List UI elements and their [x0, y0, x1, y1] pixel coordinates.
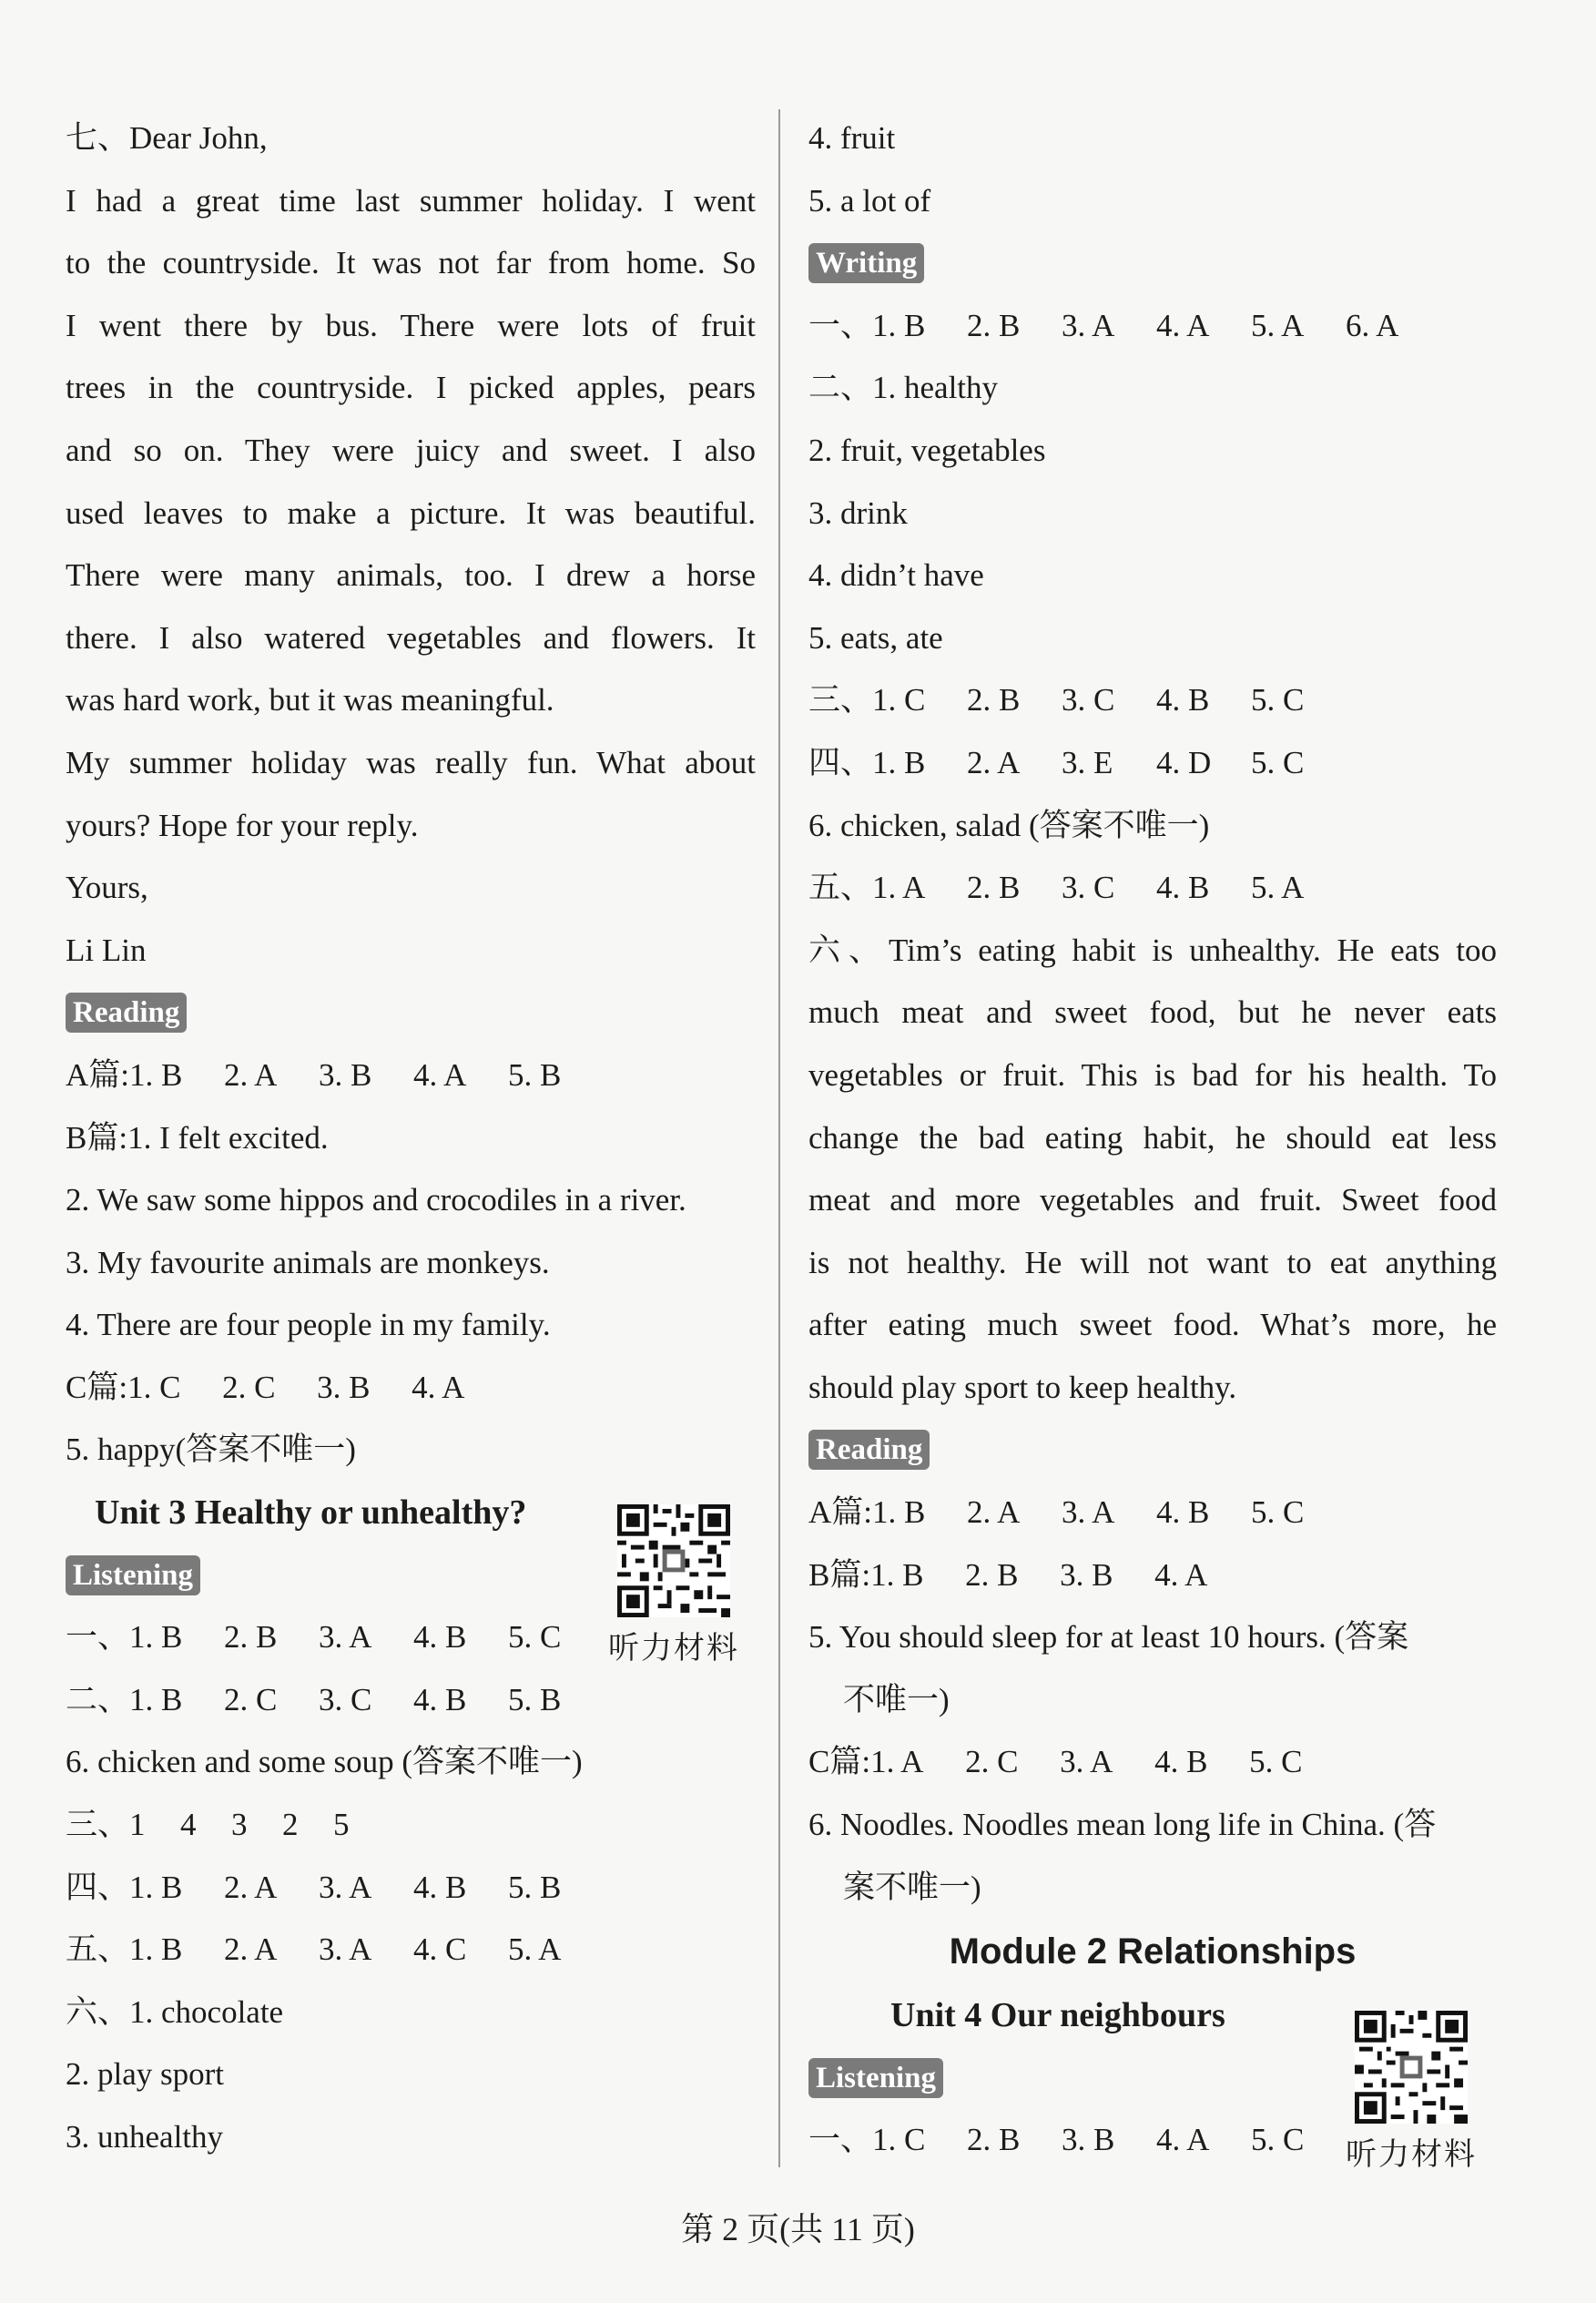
answer: 3. E	[1062, 744, 1113, 780]
listening-s2-6: 6. chicken and some soup (答案不唯一)	[66, 1744, 583, 1780]
answer: 5. C	[508, 1619, 562, 1656]
answer: 3	[231, 1807, 248, 1843]
qr-code-icon[interactable]	[1355, 2011, 1468, 2124]
answer: 3. C	[1062, 870, 1115, 906]
answer: 3. A	[319, 1931, 372, 1968]
reading-b-answers	[808, 1544, 1497, 1607]
left-column	[66, 107, 756, 2169]
letter-line: Yours,	[66, 870, 148, 906]
writing-s6-line: meat and more vegetables and fruit. Sweet food	[808, 1182, 1497, 1218]
label: 一、	[808, 307, 873, 343]
answer: 1. B	[872, 744, 926, 780]
answer: 2. B	[965, 1556, 1019, 1593]
answer: 4. B	[413, 1869, 467, 1905]
answer: 3. C	[319, 1681, 372, 1717]
reading-b5-line: 5. You should sleep for at least 10 hours. (答案	[808, 1619, 1409, 1656]
answer: 1. B	[129, 1931, 183, 1968]
reading-b-line: 2. We saw some hippos and crocodiles in a river.	[66, 1182, 686, 1218]
letter-line: My summer holiday was really fun. What about	[66, 744, 756, 780]
answer: 1. C	[872, 682, 926, 718]
label: A篇:	[808, 1494, 873, 1531]
answer: 2. B	[967, 2122, 1021, 2158]
answer: 2. A	[224, 1869, 278, 1905]
answer: 4. D	[1156, 744, 1212, 780]
reading-b5-line: 不唯一)	[843, 1681, 950, 1717]
reading-section-header	[66, 982, 756, 1045]
answer: 4. B	[1156, 870, 1210, 906]
reading-c6-line: 案不唯一)	[843, 1869, 981, 1905]
answer: 5. B	[508, 1869, 562, 1905]
column-divider	[778, 109, 780, 2167]
page-number: 第 2 页(共 11 页)	[681, 2211, 915, 2247]
writing-s4-answers	[808, 732, 1497, 795]
answer: 5. C	[1251, 2122, 1305, 2158]
answer: 4. B	[413, 1681, 467, 1717]
answer: 1. B	[872, 307, 926, 343]
answer: 1. A	[870, 1744, 924, 1780]
writing-s4-6: 6. chicken, salad (答案不唯一)	[808, 807, 1210, 843]
reading-c-line: 5. happy(答案不唯一)	[66, 1432, 356, 1468]
writing-s2-line: 二、1. healthy	[808, 370, 999, 406]
answer: 3. B	[1062, 2122, 1115, 2158]
answer: 3. A	[319, 1869, 372, 1905]
label: C篇:	[66, 1369, 128, 1405]
writing-s6-line: should play sport to keep healthy.	[808, 1369, 1237, 1405]
answer: 2. A	[224, 1056, 278, 1093]
letter-line: There were many animals, too. I drew a horse	[66, 557, 756, 594]
reading-c-answers	[808, 1731, 1497, 1794]
reading-c6-line: 6. Noodles. Noodles mean long life in China. (答	[808, 1807, 1437, 1843]
answer: 3. B	[317, 1369, 371, 1405]
letter-line: I went there by bus. There were lots of fruit	[66, 307, 756, 343]
answer: 3. C	[1062, 682, 1115, 718]
answer: 1. B	[129, 1056, 183, 1093]
label: 二、	[66, 1681, 130, 1717]
answer: 5. B	[508, 1681, 562, 1717]
answer: 1. C	[127, 1369, 181, 1405]
writing-s6-line: much meat and sweet food, but he never eats	[808, 994, 1497, 1031]
listening-tag: Listening	[66, 1555, 200, 1595]
answer: 3. A	[1062, 1494, 1115, 1531]
writing-s6-line: 六、Tim’s eating habit is unhealthy. He eats too	[808, 932, 1497, 968]
listening-s4-answers	[66, 1857, 756, 1920]
answer: 4. A	[1156, 307, 1210, 343]
label: C篇:	[808, 1744, 871, 1780]
writing-s6-line: vegetables or fruit. This is bad for his health. To	[808, 1056, 1497, 1093]
listening-s6-line: 2. play sport	[66, 2056, 225, 2093]
answer: 4. A	[412, 1369, 465, 1405]
writing-s1-answers	[808, 295, 1497, 358]
reading-b-line: B篇:1. I felt excited.	[66, 1119, 329, 1156]
answer: 3. A	[1060, 1744, 1113, 1780]
listening-s5-answers	[66, 1919, 756, 1982]
label: 一、	[808, 2122, 873, 2158]
answer: 1	[129, 1807, 146, 1843]
answer: 3. B	[319, 1056, 372, 1093]
answer: 2. B	[224, 1619, 278, 1656]
unit-3-title: Unit 3 Healthy or unhealthy?	[95, 1493, 527, 1533]
letter-line: and so on. They were juicy and sweet. I also	[66, 432, 756, 468]
answer: 3. A	[319, 1619, 372, 1656]
answer: 2. C	[224, 1681, 278, 1717]
answer: 6. A	[1346, 307, 1399, 343]
reading-b-line: 4. There are four people in my family.	[66, 1307, 551, 1343]
answer: 2	[282, 1807, 299, 1843]
answer: 1. B	[129, 1681, 183, 1717]
label: 一、	[66, 1619, 130, 1656]
answer: 2. C	[222, 1369, 276, 1405]
writing-s2-line: 5. eats, ate	[808, 619, 943, 656]
answer-line: 4. fruit	[808, 120, 896, 156]
reading-b-line: 3. My favourite animals are monkeys.	[66, 1244, 550, 1280]
answer: 3. B	[1060, 1556, 1113, 1593]
answer: 2. B	[967, 307, 1021, 343]
label: B篇:	[808, 1556, 871, 1593]
writing-s6-line: after eating much sweet food. What’s more, he	[808, 1307, 1497, 1343]
label: 三、	[808, 682, 873, 718]
answer: 2. A	[224, 1931, 278, 1968]
listening-s3-order	[66, 1794, 756, 1857]
letter-line: Li Lin	[66, 932, 147, 968]
writing-s2-line: 2. fruit, vegetables	[808, 432, 1046, 468]
answer: 2. A	[967, 744, 1021, 780]
module-2-title: Module 2 Relationships	[949, 1931, 1357, 1972]
label: 三、	[66, 1807, 130, 1843]
listening-s2-answers	[66, 1669, 756, 1732]
answer: 5. C	[1251, 744, 1305, 780]
listening-s6-line: 六、1. chocolate	[66, 1993, 284, 2030]
writing-section-header	[808, 232, 1497, 295]
answer: 4. A	[1156, 2122, 1210, 2158]
answer: 5. A	[1251, 870, 1305, 906]
answer: 5. A	[508, 1931, 562, 1968]
reading-tag: Reading	[808, 1430, 930, 1470]
answer: 1. B	[870, 1556, 924, 1593]
answer: 2. A	[967, 1494, 1021, 1531]
answer: 1. B	[129, 1619, 183, 1656]
answer: 1. B	[872, 1494, 926, 1531]
answer: 4. B	[1156, 682, 1210, 718]
unit-4-qr-block	[1346, 2011, 1477, 2174]
letter-line: I had a great time last summer holiday. I went	[66, 182, 756, 219]
answer: 4. C	[413, 1931, 467, 1968]
answer: 5. C	[1251, 682, 1305, 718]
answer: 4	[180, 1807, 197, 1843]
label: 四、	[66, 1869, 130, 1905]
reading-a-answers	[808, 1482, 1497, 1544]
writing-s2-line: 3. drink	[808, 494, 908, 531]
writing-s3-answers	[808, 669, 1497, 732]
answer-line: 5. a lot of	[808, 182, 931, 219]
qr-code-icon[interactable]	[617, 1504, 730, 1617]
reading-c-answers	[66, 1357, 756, 1420]
listening-tag: Listening	[808, 2058, 943, 2098]
answer: 4. B	[413, 1619, 467, 1656]
letter-line: there. I also watered vegetables and flowers. It	[66, 619, 756, 656]
listening-s6-line: 3. unhealthy	[66, 2119, 224, 2155]
label: A篇:	[66, 1056, 130, 1093]
writing-s6-line: is not healthy. He will not want to eat anything	[808, 1244, 1497, 1280]
answer: 5. A	[1251, 307, 1305, 343]
answer: 4. A	[413, 1056, 467, 1093]
letter-line: trees in the countryside. I picked apples, pears	[66, 370, 756, 406]
answer: 4. B	[1154, 1744, 1208, 1780]
label: 五、	[808, 870, 873, 906]
unit-4-title: Unit 4 Our neighbours	[890, 1996, 1225, 2035]
right-column	[808, 107, 1497, 2172]
unit-3-qr-block	[608, 1504, 739, 1667]
answer: 1. B	[129, 1869, 183, 1905]
answer: 5. B	[508, 1056, 562, 1093]
letter-line: used leaves to make a picture. It was beautiful.	[66, 494, 756, 531]
reading-section-header	[808, 1419, 1497, 1482]
writing-s6-line: change the bad eating habit, he should eat less	[808, 1119, 1497, 1156]
label: 四、	[808, 744, 873, 780]
answer: 4. A	[1154, 1556, 1208, 1593]
letter-line: to the countryside. It was not far from home. So	[66, 245, 756, 281]
answer: 4. B	[1156, 1494, 1210, 1531]
answer: 1. C	[872, 2122, 926, 2158]
answer: 2. B	[967, 682, 1021, 718]
writing-s2-line: 4. didn’t have	[808, 557, 984, 594]
qr-label: 听力材料	[608, 1630, 739, 1666]
writing-s5-answers	[808, 857, 1497, 920]
answer: 5. C	[1251, 1494, 1305, 1531]
reading-a-answers	[66, 1045, 756, 1107]
letter-line: yours? Hope for your reply.	[66, 807, 419, 843]
writing-tag: Writing	[808, 243, 924, 283]
answer: 2. C	[965, 1744, 1019, 1780]
answer: 5. C	[1249, 1744, 1303, 1780]
answer: 3. A	[1062, 307, 1115, 343]
answer: 2. B	[967, 870, 1021, 906]
answer: 1. A	[872, 870, 926, 906]
letter-line: was hard work, but it was meaningful.	[66, 682, 554, 718]
letter-line: 七、Dear John,	[66, 120, 268, 156]
qr-label: 听力材料	[1346, 2136, 1477, 2173]
answer: 5	[333, 1807, 350, 1843]
reading-tag: Reading	[66, 993, 187, 1033]
label: 五、	[66, 1931, 130, 1968]
